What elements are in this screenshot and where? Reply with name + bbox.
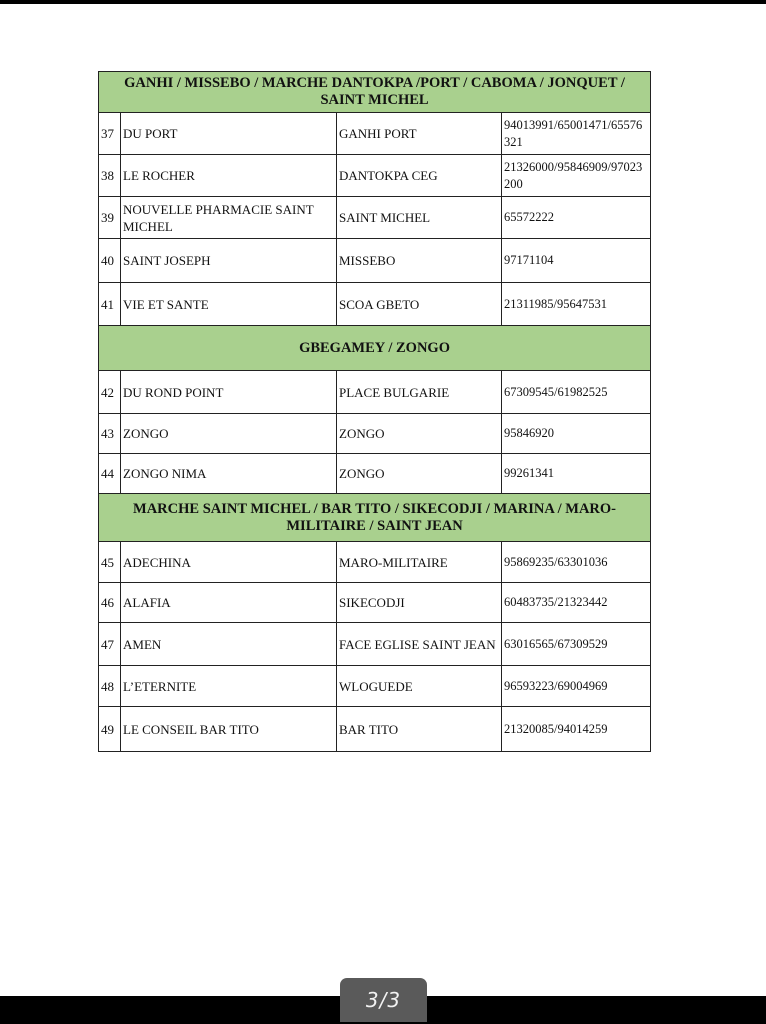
row-number: 41 xyxy=(99,283,121,326)
pharmacy-name: ADECHINA xyxy=(121,542,337,583)
pharmacy-name: SAINT JOSEPH xyxy=(121,239,337,283)
pharmacy-phone: 95846920 xyxy=(502,414,651,454)
pharmacy-phone: 21311985/95647531 xyxy=(502,283,651,326)
table-row xyxy=(99,666,651,707)
pharmacy-location: PLACE BULGARIE xyxy=(337,371,502,414)
pharmacy-name: ZONGO xyxy=(121,414,337,454)
row-number: 39 xyxy=(99,197,121,239)
row-number: 48 xyxy=(99,666,121,707)
pharmacy-phone: 65572222 xyxy=(502,197,651,239)
table-row xyxy=(99,283,651,326)
table-row xyxy=(99,623,651,666)
table-row xyxy=(99,583,651,623)
table-row xyxy=(99,542,651,583)
row-number: 42 xyxy=(99,371,121,414)
pharmacy-phone: 21320085/94014259 xyxy=(502,707,651,752)
table-row xyxy=(99,454,651,494)
pharmacy-name: L’ETERNITE xyxy=(121,666,337,707)
pharmacy-location: MARO-MILITAIRE xyxy=(337,542,502,583)
page-indicator: 3/3 xyxy=(340,978,427,1022)
pharmacy-name: ALAFIA xyxy=(121,583,337,623)
pharmacy-location: GANHI PORT xyxy=(337,113,502,155)
pharmacy-name: VIE ET SANTE xyxy=(121,283,337,326)
pharmacy-location: MISSEBO xyxy=(337,239,502,283)
pharmacy-name: ZONGO NIMA xyxy=(121,454,337,494)
pharmacy-phone: 99261341 xyxy=(502,454,651,494)
table-row xyxy=(99,414,651,454)
pharmacy-name: DU ROND POINT xyxy=(121,371,337,414)
pharmacy-location: SIKECODJI xyxy=(337,583,502,623)
pharmacy-name: LE CONSEIL BAR TITO xyxy=(121,707,337,752)
pharmacy-location: WLOGUEDE xyxy=(337,666,502,707)
pharmacy-location: BAR TITO xyxy=(337,707,502,752)
pharmacy-name: DU PORT xyxy=(121,113,337,155)
table-row xyxy=(99,113,651,155)
row-number: 43 xyxy=(99,414,121,454)
table-row xyxy=(99,155,651,197)
pharmacy-name: NOUVELLE PHARMACIE SAINT MICHEL xyxy=(121,197,337,239)
row-number: 37 xyxy=(99,113,121,155)
group-title: MARCHE SAINT MICHEL / BAR TITO / SIKECODJI / MARINA / MARO-MILITAIRE / SAINT JEAN xyxy=(99,494,651,542)
row-number: 44 xyxy=(99,454,121,494)
pharmacy-phone: 94013991/65001471/65576321 xyxy=(502,113,651,155)
pharmacy-location: ZONGO xyxy=(337,414,502,454)
pharmacy-location: ZONGO xyxy=(337,454,502,494)
pharmacy-phone: 60483735/21323442 xyxy=(502,583,651,623)
pharmacy-table xyxy=(98,71,651,752)
pharmacy-phone: 63016565/67309529 xyxy=(502,623,651,666)
pharmacy-name: LE ROCHER xyxy=(121,155,337,197)
pharmacy-location: FACE EGLISE SAINT JEAN xyxy=(337,623,502,666)
pharmacy-name: AMEN xyxy=(121,623,337,666)
row-number: 40 xyxy=(99,239,121,283)
pharmacy-phone: 21326000/95846909/97023200 xyxy=(502,155,651,197)
pharmacy-location: DANTOKPA CEG xyxy=(337,155,502,197)
row-number: 45 xyxy=(99,542,121,583)
table-row xyxy=(99,371,651,414)
row-number: 38 xyxy=(99,155,121,197)
row-number: 47 xyxy=(99,623,121,666)
pharmacy-phone: 97171104 xyxy=(502,239,651,283)
row-number: 49 xyxy=(99,707,121,752)
pharmacy-phone: 67309545/61982525 xyxy=(502,371,651,414)
pharmacy-location: SAINT MICHEL xyxy=(337,197,502,239)
table-row xyxy=(99,197,651,239)
row-number: 46 xyxy=(99,583,121,623)
group-header-row xyxy=(99,326,651,371)
top-bar xyxy=(0,0,766,4)
pharmacy-phone: 96593223/69004969 xyxy=(502,666,651,707)
group-header-row xyxy=(99,72,651,113)
group-title: GBEGAMEY / ZONGO xyxy=(99,326,651,371)
group-title: GANHI / MISSEBO / MARCHE DANTOKPA /PORT / CABOMA / JONQUET / SAINT MICHEL xyxy=(99,72,651,113)
table-row xyxy=(99,239,651,283)
table-row xyxy=(99,707,651,752)
group-header-row xyxy=(99,494,651,542)
pharmacy-phone: 95869235/63301036 xyxy=(502,542,651,583)
pharmacy-location: SCOA GBETO xyxy=(337,283,502,326)
